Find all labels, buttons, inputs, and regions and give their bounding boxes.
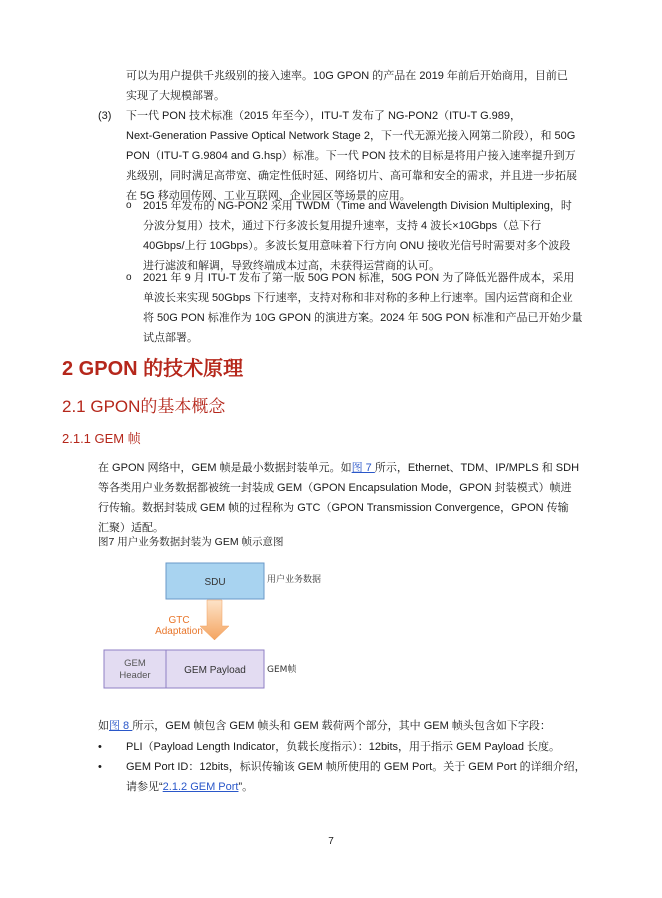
intro-line-4: 汇聚）适配。 (98, 522, 164, 534)
intro-line-1-post: 所示，Ethernet、TDM、IP/MPLS 和 SDH (374, 462, 580, 474)
page-number: 7 (328, 836, 334, 847)
top-line-2: 实现了大规模部署。 (126, 90, 225, 102)
bullet-2-line-2 (126, 777, 253, 797)
heading-1: 2 GPON 的技术原理 (62, 358, 244, 380)
sub1-line-1: 2015 年发布的 NG-PON2 采用 TWDM（Time and Wavelength Division Multiplexing，时 (143, 200, 572, 212)
sdu-label: 用户业务数据 (267, 575, 322, 585)
item3-line-3: PON（ITU-T G.9804 and G.hsp）标准。下一代 PON 技术的目标是将用户接入速率提升到万 (126, 150, 576, 162)
intro-line-1-pre: 在 GPON 网络中，GEM 帧是最小数据封装单元。如 (98, 462, 352, 474)
gtc-label-1: GTC (168, 615, 190, 626)
heading-3: 2.1.1 GEM 帧 (62, 431, 141, 446)
top-line-1: 可以为用户提供千兆级别的接入速率。10G GPON 的产品在 2019 年前后开始商用，目前已 (126, 70, 568, 82)
sub1-line-2: 分波分复用）技术，通过下行多波长复用提升速率，支持 4 波长×10Gbps（总下行 (143, 220, 542, 232)
item3-line-2: Next-Generation Passive Optical Network Stage 2，下一代无源光接入网第二阶段），和 50G (126, 130, 576, 142)
sub2-line-3: 将 50G PON 标准作为 10G GPON 的演进方案。2024 年 50G PON 标准和产品已开始少量 (143, 312, 583, 324)
intro-line-3: 行传输。数据封装成 GEM 帧的过程称为 GTC（GPON Transmission Convergence，GPON 传输 (98, 502, 569, 514)
figure-7-link[interactable]: 图 7 (351, 462, 375, 474)
sdu-text: SDU (204, 577, 226, 588)
after-post: 所示，GEM 帧包含 GEM 帧头和 GEM 载荷两个部分，其中 GEM 帧头包含如下字段： (132, 720, 551, 732)
item3-line-1: 下一代 PON 技术标准（2015 年至今），ITU-T 发布了 NG-PON2（ITU-T G.989， (126, 110, 522, 122)
figure-8-link[interactable]: 图 8 (109, 720, 133, 732)
gtc-label-2: Adaptation (155, 626, 203, 637)
bullet-2-pre: 请参见“ (126, 781, 163, 793)
gem-header-text-1: GEM (124, 658, 146, 669)
sub2-line-4: 试点部署。 (143, 332, 198, 344)
gem-port-link[interactable]: 2.1.2 GEM Port (162, 781, 239, 793)
sub2-line-1: 2021 年 9 月 ITU-T 发布了第一版 50G PON 标准，50G PON 为了降低光器件成本，采用 (143, 272, 575, 284)
item3-line-5: 在 5G 移动回传网、工业互联网、企业园区等场景的应用。 (126, 190, 411, 202)
sub2-marker: o (126, 272, 132, 283)
bullet-2-marker: • (98, 761, 102, 773)
sub2-line-2: 单波长来实现 50Gbps 下行速率，支持对称和非对称的多种上行速率。国内运营商和企业 (143, 292, 573, 304)
sub1-line-3: 40Gbps/上行 10Gbps）。多波长复用意味着下行方向 ONU 接收光信号时需要对多个波段 (143, 240, 571, 252)
intro-line-2: 等各类用户业务数据都被统一封装成 GEM（GPON Encapsulation Mode，GPON 封装模式）帧进 (98, 482, 572, 494)
gem-frame-label: GEM帧 (267, 665, 297, 675)
bullet-1-text: PLI（Payload Length Indicator，负载长度指示）：12bits，用于指示 GEM Payload 长度。 (126, 741, 561, 753)
gem-payload-text: GEM Payload (184, 665, 246, 676)
figure-caption: 图7 用户业务数据封装为 GEM 帧示意图 (98, 536, 284, 548)
gtc-arrow (200, 600, 229, 640)
bullet-2-post: ”。 (238, 781, 254, 793)
sub1-marker: o (126, 200, 132, 211)
bullet-1-marker: • (98, 741, 102, 753)
item3-marker: (3) (98, 110, 112, 122)
item3-line-4: 兆级别，同时满足高带宽、确定性低时延、网络切片、高可靠和安全的需求，并且进一步拓展 (126, 170, 577, 182)
heading-2: 2.1 GPON的基本概念 (62, 397, 226, 416)
sub1-line-4: 进行滤波和解调，导致终端成本过高，未获得运营商的认可。 (143, 260, 440, 272)
after-pre: 如 (98, 720, 109, 732)
gem-header-text-2: Header (119, 670, 151, 681)
gem-header-box (104, 650, 166, 688)
bullet-2-text: GEM Port ID：12bits，标识传输该 GEM 帧所使用的 GEM Port。关于 GEM Port 的详细介绍， (126, 761, 586, 773)
after-figure-line (98, 716, 551, 736)
